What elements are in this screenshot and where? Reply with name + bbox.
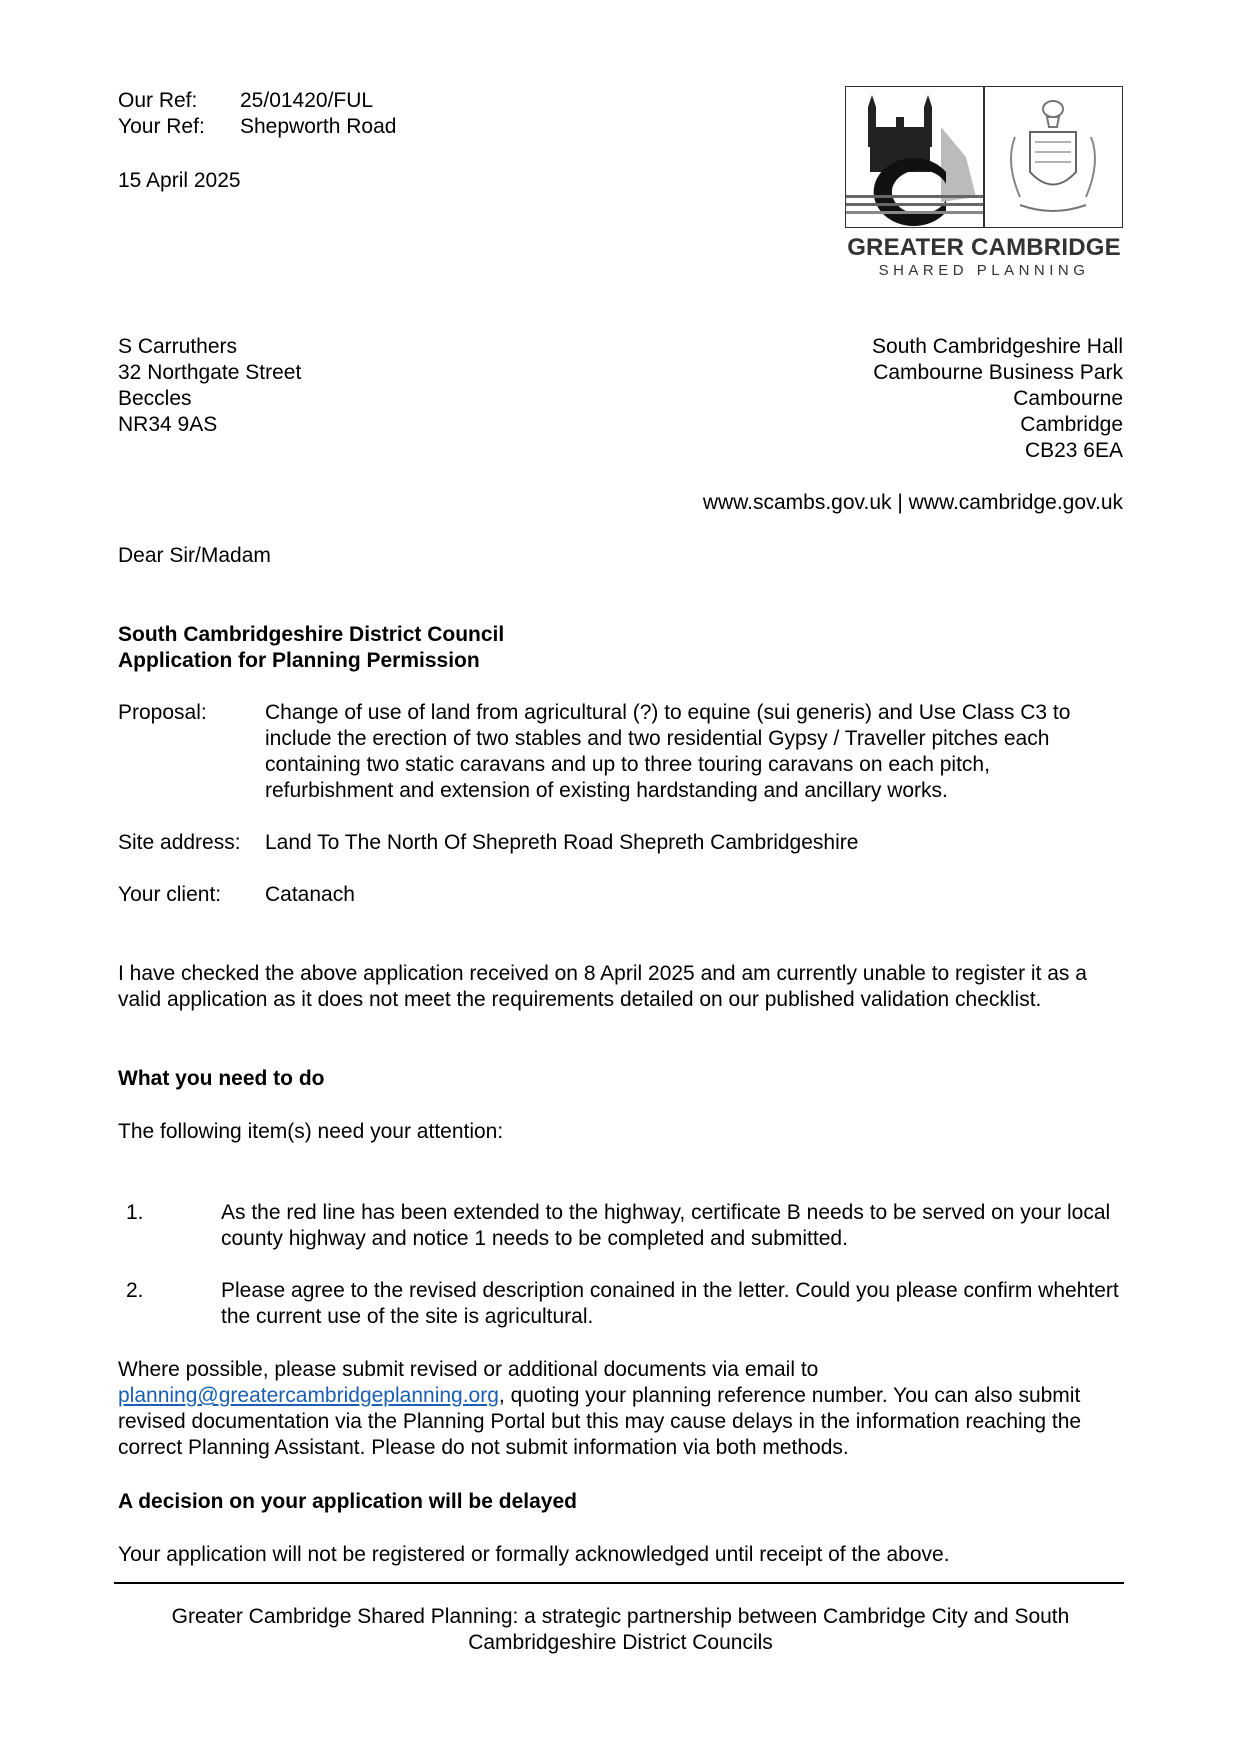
- list-item-text: Please agree to the revised description conained in the letter. Could you please confirm whehtert the current use of the site is agricultural.: [221, 1279, 1119, 1328]
- sender-address: [872, 334, 1123, 464]
- footer-text: Greater Cambridge Shared Planning: a strategic partnership between Cambridge City and South Cambridgeshire District Councils: [171, 1605, 1070, 1654]
- intro-paragraph: I have checked the above application received on 8 April 2025 and am currently unable to register it as a valid application as it does not meet the requirements detailed on our published validation checklist.: [118, 962, 1087, 1011]
- letter-heading: [118, 622, 504, 674]
- coat-of-arms-icon: [985, 87, 1122, 227]
- application-type: Application for Planning Permission: [118, 649, 480, 672]
- submission-text-pre: Where possible, please submit revised or additional documents via email to: [118, 1358, 819, 1381]
- your-ref-value: Shepworth Road: [240, 115, 397, 138]
- logo-frame: [845, 86, 1123, 228]
- recipient-line: Beccles: [118, 387, 192, 410]
- client-label: Your client:: [118, 883, 222, 906]
- client-value: Catanach: [265, 883, 355, 906]
- application-details: [118, 700, 1123, 934]
- council-name: South Cambridgeshire District Council: [118, 623, 505, 646]
- list-item-number: 2.: [126, 1279, 144, 1302]
- need-heading: What you need to do: [118, 1067, 325, 1090]
- site-address-label: Site address:: [118, 831, 241, 854]
- delay-heading: A decision on your application will be delayed: [118, 1490, 577, 1513]
- logo-subtitle: SHARED PLANNING: [878, 262, 1090, 279]
- your-ref-label: Your Ref:: [118, 115, 205, 138]
- sender-line: Cambourne Business Park: [873, 361, 1123, 384]
- salutation: Dear Sir/Madam: [118, 544, 271, 567]
- recipient-line: 32 Northgate Street: [118, 361, 302, 384]
- letter-date: 15 April 2025: [118, 169, 241, 192]
- proposal-label: Proposal:: [118, 701, 207, 724]
- our-ref-label: Our Ref:: [118, 89, 198, 112]
- sender-line: CB23 6EA: [1024, 439, 1123, 462]
- sender-line: Cambridge: [1020, 413, 1123, 436]
- list-item-number: 1.: [126, 1201, 144, 1224]
- submission-text-post: , quoting your planning reference number. You can also submit revised documentation via the Planning Portal but this may cause delays in the information reaching the correct Planning Assistant. Please do not submit information via both methods.: [118, 1384, 1082, 1459]
- list-item: [118, 1200, 1123, 1252]
- recipient-address: [118, 334, 301, 438]
- recipient-line: NR34 9AS: [118, 413, 218, 436]
- cambridge-emblem-icon: [846, 87, 983, 227]
- submission-paragraph: [118, 1357, 1123, 1461]
- list-item-text: As the red line has been extended to the highway, certificate B needs to be served on your local county highway and notice 1 needs to be completed and submitted.: [221, 1201, 1111, 1250]
- reference-block: [118, 88, 396, 140]
- sender-line: South Cambridgeshire Hall: [872, 335, 1123, 358]
- delay-text: Your application will not be registered or formally acknowledged until receipt of the above.: [118, 1543, 950, 1566]
- logo-title: GREATER CAMBRIDGE: [847, 234, 1121, 261]
- proposal-value: Change of use of land from agricultural (?) to equine (sui generis) and Use Class C3 to include the erection of two stables and two residential Gypsy / Traveller pitches each containing two static caravans and up to three touring caravans on each pitch, refurbishment and extension of existing hardstanding and ancillary works.: [265, 701, 1071, 802]
- email-link[interactable]: planning@greatercambridgeplanning.org: [118, 1384, 499, 1407]
- site-address-value: Land To The North Of Shepreth Road Shepreth Cambridgeshire: [265, 831, 859, 854]
- footer-divider: [114, 1582, 1124, 1584]
- action-list: [118, 1200, 1123, 1356]
- list-item: [118, 1278, 1123, 1330]
- attention-text: The following item(s) need your attention:: [118, 1120, 504, 1143]
- greater-cambridge-logo: [845, 86, 1123, 279]
- website-links: www.scambs.gov.uk | www.cambridge.gov.uk: [702, 491, 1123, 514]
- sender-line: Cambourne: [1013, 387, 1123, 410]
- recipient-line: S Carruthers: [118, 335, 238, 358]
- our-ref-value: 25/01420/FUL: [240, 89, 374, 112]
